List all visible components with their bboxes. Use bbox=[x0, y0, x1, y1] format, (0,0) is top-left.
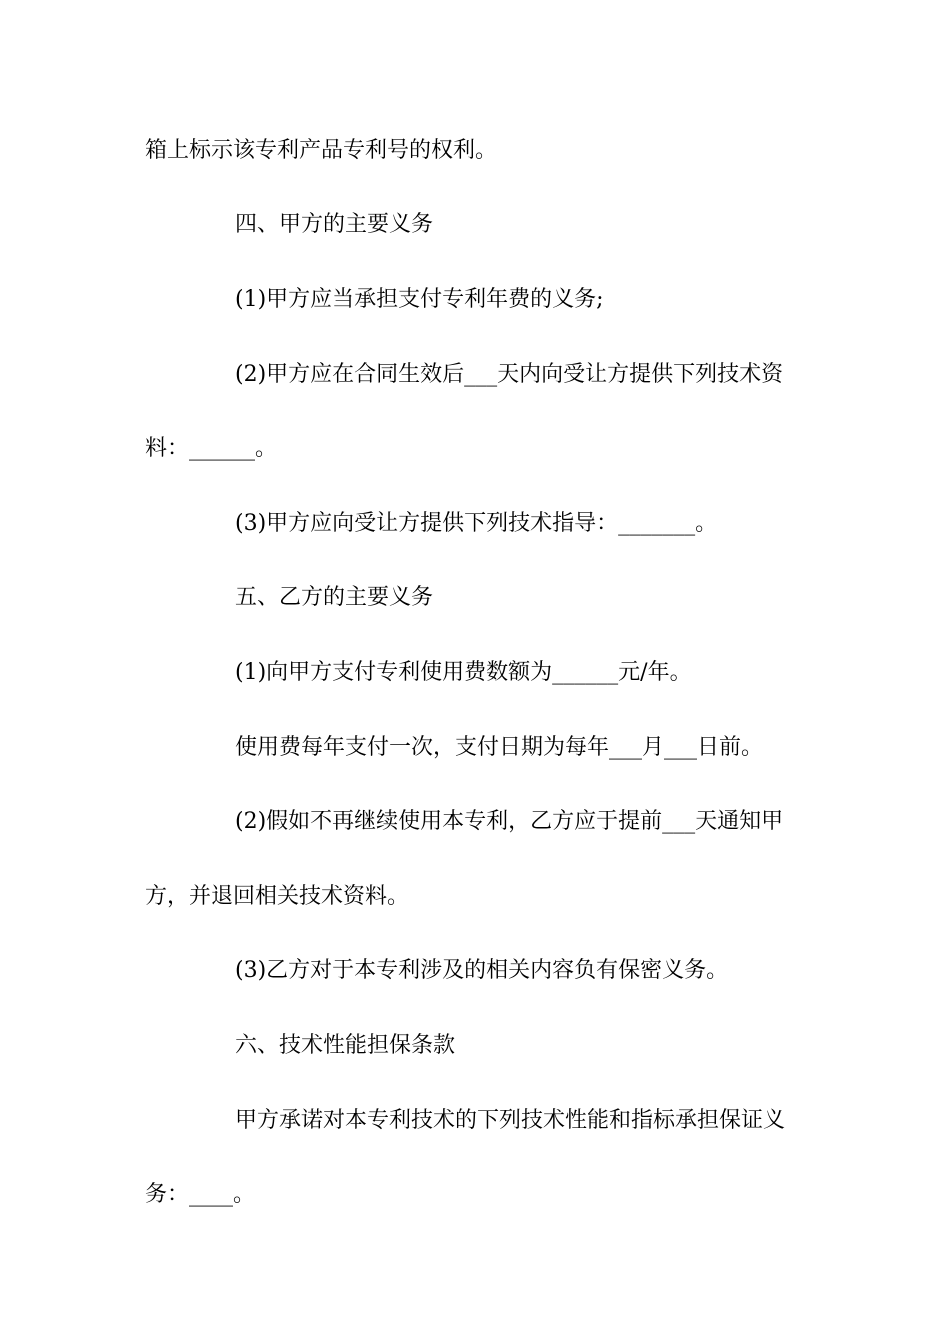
clause-5-1: (1)向甲方支付专利使用费数额为______元/年。 bbox=[235, 660, 692, 685]
section-heading-6: 六、技术性能担保条款 bbox=[235, 1033, 456, 1058]
clause-4-1: (1)甲方应当承担支付专利年费的义务; bbox=[235, 287, 604, 312]
paragraph-line: 箱上标示该专利产品专利号的权利。 bbox=[145, 138, 498, 163]
section-heading-5: 五、乙方的主要义务 bbox=[235, 585, 434, 610]
clause-5-3: (3)乙方对于本专利涉及的相关内容负有保密义务。 bbox=[235, 958, 729, 983]
clause-5-1-payment: 使用费每年支付一次，支付日期为每年___月___日前。 bbox=[235, 735, 764, 760]
clause-4-3: (3)甲方应向受让方提供下列技术指导：_______。 bbox=[235, 511, 718, 536]
clause-4-2-continued: 料：______。 bbox=[145, 436, 278, 461]
clause-5-2-continued: 方，并退回相关技术资料。 bbox=[145, 884, 410, 909]
clause-6-continued: 务：____。 bbox=[145, 1182, 256, 1207]
clause-4-2: (2)甲方应在合同生效后___天内向受让方提供下列技术资 bbox=[235, 362, 784, 387]
clause-6-text: 甲方承诺对本专利技术的下列技术性能和指标承担保证义 bbox=[235, 1108, 786, 1133]
clause-5-2: (2)假如不再继续使用本专利，乙方应于提前___天通知甲 bbox=[235, 809, 784, 834]
section-heading-4: 四、甲方的主要义务 bbox=[235, 212, 434, 237]
